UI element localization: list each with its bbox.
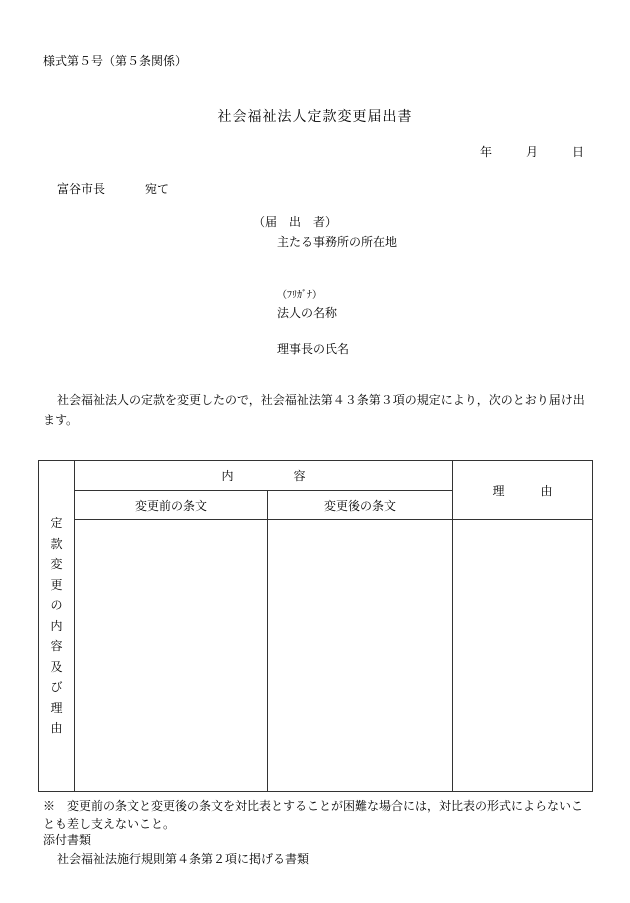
corp-name-label: 法人の名称	[277, 306, 338, 320]
addressee-suffix: 宛て	[145, 182, 170, 196]
date-year-label: 年	[479, 145, 492, 159]
content-heading: 内 容	[75, 461, 453, 491]
reason-heading: 理 由	[453, 461, 593, 520]
side-heading-char: 款	[50, 536, 63, 551]
before-heading: 変更前の条文	[75, 491, 268, 520]
date-month-label: 月	[525, 145, 538, 159]
after-text-cell[interactable]	[268, 520, 453, 792]
date-day-label: 日	[571, 145, 584, 159]
side-heading-char: 容	[50, 639, 63, 654]
attachments-label: 添付書類	[43, 833, 92, 847]
side-heading-char: 由	[50, 721, 63, 736]
director-name-label: 理事長の氏名	[277, 342, 350, 356]
side-heading-text	[50, 513, 64, 739]
side-heading-char: 内	[50, 618, 63, 633]
submitter-label: （届 出 者）	[253, 215, 338, 229]
form-number: 様式第５号（第５条関係）	[43, 54, 188, 68]
side-heading	[39, 461, 75, 792]
side-heading-char: の	[50, 598, 63, 613]
before-text-cell[interactable]	[75, 520, 268, 792]
document-title: 社会福祉法人定款変更届出書	[217, 109, 413, 125]
addressee	[57, 180, 169, 197]
side-heading-char: 及	[50, 659, 63, 674]
after-heading: 変更後の条文	[268, 491, 453, 520]
date-line	[476, 143, 584, 160]
side-heading-char: び	[50, 680, 63, 695]
addressee-name: 富谷市長	[57, 182, 106, 196]
amendment-table	[38, 460, 593, 792]
furigana-label: （ﾌﾘｶﾞﾅ）	[277, 290, 322, 301]
attachments-item: 社会福祉法施行規則第４条第２項に掲げる書類	[57, 852, 310, 866]
note-text: ※ 変更前の条文と変更後の条文を対比表とすることが困難な場合には，対比表の形式によらないことも差し支えないこと。	[43, 799, 584, 831]
side-heading-char: 定	[50, 516, 63, 531]
reason-text-cell[interactable]	[453, 520, 593, 792]
side-heading-char: 変	[50, 557, 63, 572]
body-text: 社会福祉法人の定款を変更したので，社会福祉法第４３条第３項の規定により，次のとおり届け出ます。	[43, 393, 585, 427]
side-heading-char: 更	[50, 577, 63, 592]
office-address-label: 主たる事務所の所在地	[277, 235, 398, 249]
side-heading-char: 理	[50, 700, 63, 715]
